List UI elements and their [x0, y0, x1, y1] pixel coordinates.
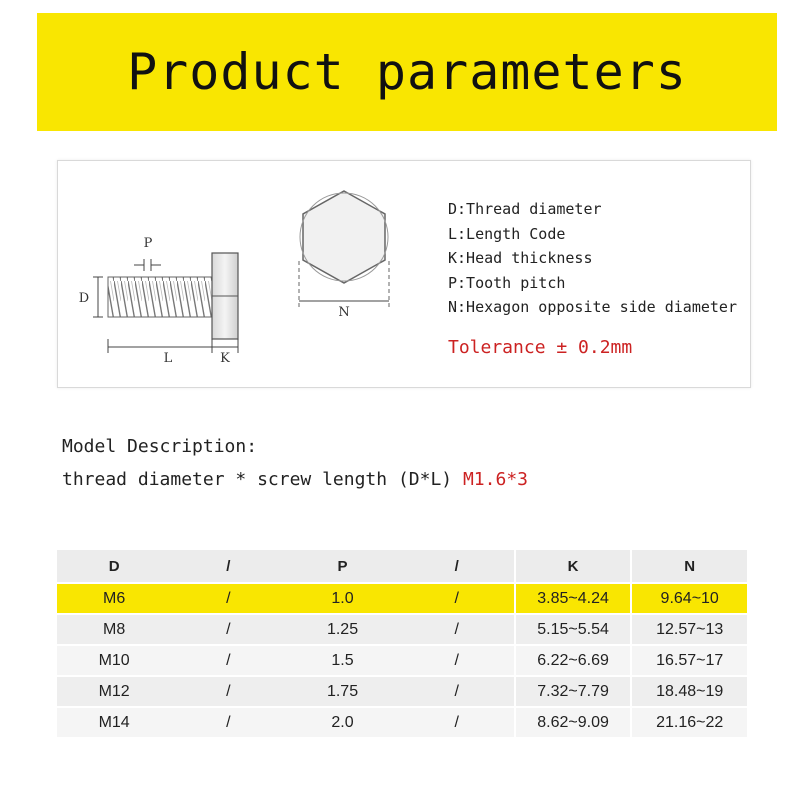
legend-item: D:Thread diameter — [448, 200, 602, 218]
cell-k: 8.62~9.09 — [515, 707, 632, 738]
length-label: L — [163, 351, 173, 366]
cell-p: 1.5 — [285, 645, 399, 676]
cell-k: 7.32~7.79 — [515, 676, 632, 707]
legend-item: L:Length Code — [448, 224, 566, 243]
legend-item: P:Tooth pitch — [448, 273, 566, 292]
diameter-label: D — [78, 291, 90, 306]
diameter-marker — [79, 277, 103, 317]
cell-d: M14 — [57, 707, 171, 738]
cell-slash: / — [400, 707, 515, 738]
header-d: D — [57, 550, 171, 583]
cell-d: M8 — [57, 614, 171, 645]
model-example: M1.6*3 — [462, 469, 528, 490]
cell-slash: / — [171, 676, 285, 707]
pitch-marker — [134, 236, 161, 271]
hexagon-label: N — [338, 305, 350, 320]
head-thickness-label: K — [220, 351, 230, 366]
legend-item: N:Hexagon opposite side diameter — [448, 298, 737, 316]
cell-k: 3.85~4.24 — [515, 583, 632, 614]
header-p: P — [285, 550, 399, 583]
table-row — [57, 614, 747, 645]
cell-slash: / — [171, 645, 285, 676]
cell-slash: / — [171, 707, 285, 738]
diagram-panel — [57, 160, 751, 388]
model-description — [62, 430, 528, 496]
model-heading: Model Description: — [62, 436, 258, 457]
cell-p: 1.75 — [285, 676, 399, 707]
cell-slash: / — [171, 583, 285, 614]
cell-p: 1.0 — [285, 583, 399, 614]
cell-slash: / — [400, 583, 515, 614]
cell-slash: / — [400, 614, 515, 645]
table-row — [57, 707, 747, 738]
header-k: K — [515, 550, 632, 583]
cell-k: 6.22~6.69 — [515, 645, 632, 676]
cell-d: M12 — [57, 676, 171, 707]
cell-p: 1.25 — [285, 614, 399, 645]
cell-n: 21.16~22 — [631, 707, 747, 738]
model-text: thread diameter * screw length (D*L) — [62, 469, 463, 490]
header-slash: / — [171, 550, 285, 583]
length-marker — [108, 339, 238, 366]
title-banner — [37, 13, 777, 131]
page-title: Product parameters — [127, 43, 687, 101]
cell-slash: / — [171, 614, 285, 645]
hexagon-view — [299, 191, 389, 320]
cell-n: 12.57~13 — [631, 614, 747, 645]
cell-k: 5.15~5.54 — [515, 614, 632, 645]
table-row — [57, 583, 747, 614]
pitch-label: P — [143, 236, 153, 251]
parameters-table — [57, 550, 747, 739]
legend-item: K:Head thickness — [448, 249, 593, 267]
tolerance-note: Tolerance ± 0.2mm — [448, 337, 633, 358]
cell-slash: / — [400, 645, 515, 676]
cell-d: M6 — [57, 583, 171, 614]
screw-side-view — [108, 253, 238, 339]
table-row — [57, 645, 747, 676]
cell-n: 18.48~19 — [631, 676, 747, 707]
cell-n: 9.64~10 — [631, 583, 747, 614]
header-n: N — [631, 550, 747, 583]
cell-p: 2.0 — [285, 707, 399, 738]
cell-d: M10 — [57, 645, 171, 676]
cell-slash: / — [400, 676, 515, 707]
header-slash: / — [400, 550, 515, 583]
table-row — [57, 676, 747, 707]
table-header-row — [57, 550, 747, 583]
model-line — [62, 463, 528, 496]
cell-n: 16.57~17 — [631, 645, 747, 676]
dimension-legend — [448, 197, 737, 320]
